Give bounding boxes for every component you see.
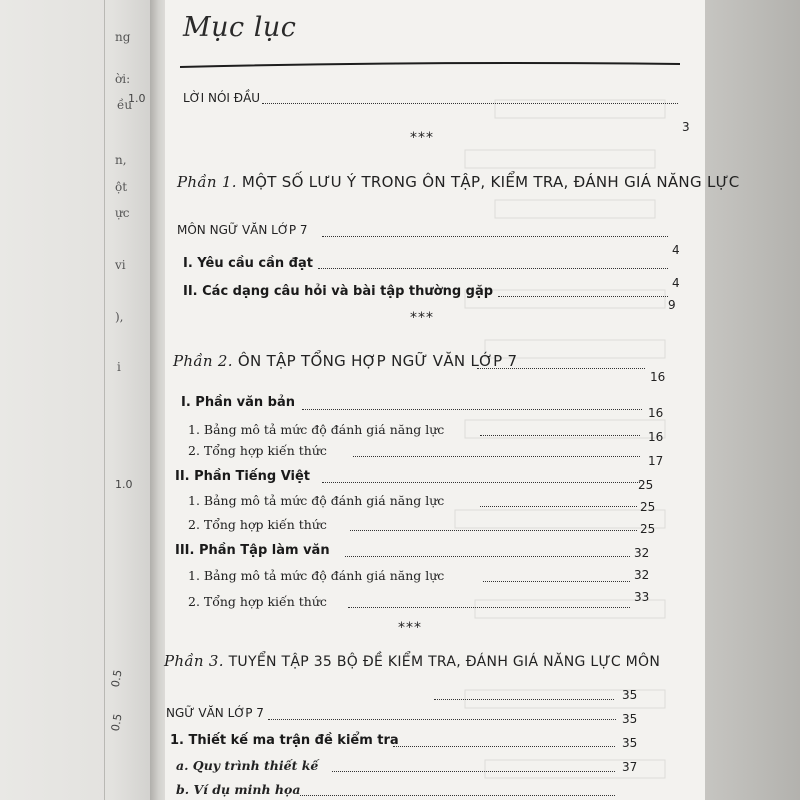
leader-dots xyxy=(300,795,615,796)
left-page-score: 1.0 xyxy=(128,92,146,105)
leader-dots xyxy=(480,506,637,507)
toc-entry-label: a. Quy trình thiết kế xyxy=(176,758,319,773)
part-label: Phần 2. xyxy=(173,352,233,370)
toc-entry-label: 1. Bảng mô tả mức độ đánh giá năng lực xyxy=(188,568,445,583)
toc-entry-page: 33 xyxy=(634,590,650,604)
toc-entry-page: 17 xyxy=(648,454,664,468)
toc-entry-page: 16 xyxy=(648,430,664,444)
leader-dots xyxy=(302,409,642,410)
left-page-fragment: ực xyxy=(115,206,130,220)
toc-entry-label: I. Yêu cầu cần đạt xyxy=(183,256,313,271)
left-page-fragment: ), xyxy=(115,310,124,324)
toc-entry-page: 16 xyxy=(648,406,664,420)
toc-entry-page: 25 xyxy=(640,522,656,536)
toc-entry-label: 2. Tổng hợp kiến thức xyxy=(188,443,327,458)
toc-entry-page: 25 xyxy=(640,500,656,514)
toc-entry-label: II. Các dạng câu hỏi và bài tập thường gặp xyxy=(183,284,494,299)
left-page-score: 1.0 xyxy=(115,478,133,491)
toc-entry-label: II. Phần Tiếng Việt xyxy=(175,469,311,484)
leader-dots xyxy=(322,482,640,483)
toc-entry-page: 35 xyxy=(622,688,638,702)
toc-entry-label: 2. Tổng hợp kiến thức xyxy=(188,517,327,532)
left-page-fragment: ng xyxy=(115,30,131,44)
toc-entry-label: 2. Tổng hợp kiến thức xyxy=(188,594,327,609)
toc-entry-label: TUYỂN TẬP 35 BỘ ĐỀ KIỂM TRA, ĐÁNH GIÁ NĂNG LỰC MÔN xyxy=(228,654,661,670)
leader-dots xyxy=(322,236,668,237)
leader-dots xyxy=(393,746,615,747)
page-title: Mục lục xyxy=(183,12,297,43)
left-page-column-line xyxy=(104,0,105,800)
leader-dots xyxy=(350,530,637,531)
leader-dots xyxy=(480,435,640,436)
left-page-fragment: vi xyxy=(115,258,126,272)
toc-entry-label: 1. Bảng mô tả mức độ đánh giá năng lực xyxy=(188,493,445,508)
toc-entry-label: b. Ví dụ minh họa xyxy=(176,782,301,797)
toc-entry-page: 32 xyxy=(634,546,650,560)
toc-entry-page: 25 xyxy=(638,478,654,492)
leader-dots xyxy=(332,771,615,772)
section-separator: *** xyxy=(410,310,434,326)
title-underline xyxy=(180,61,680,69)
left-page-fragment: ột xyxy=(115,180,128,194)
toc-entry-label-line2: NGỮ VĂN LỚP 7 xyxy=(166,706,264,720)
toc-entry-label-line2: MÔN NGỮ VĂN LỚP 7 xyxy=(177,223,308,237)
toc-entry-page: 3 xyxy=(682,120,690,134)
toc-entry-page: 9 xyxy=(668,298,676,312)
toc-entry-page: 37 xyxy=(622,760,638,774)
toc-entry-page: 16 xyxy=(650,370,666,384)
leader-dots xyxy=(353,456,640,457)
toc-entry-label: LỜI NÓI ĐẦU xyxy=(183,91,261,105)
part-label: Phần 3. xyxy=(164,652,224,670)
toc-entry-label: III. Phần Tập làm văn xyxy=(175,543,330,558)
toc-entry-page: 4 xyxy=(672,276,680,290)
leader-dots xyxy=(318,268,668,269)
left-page-fragment: ời: xyxy=(115,72,131,86)
section-separator: *** xyxy=(410,130,434,146)
left-page-score: 0.5 xyxy=(108,712,125,733)
leader-dots xyxy=(348,607,630,608)
toc-entry-label: ÔN TẬP TỔNG HỢP NGỮ VĂN LỚP 7 xyxy=(237,352,518,370)
toc-entry-label: 1. Bảng mô tả mức độ đánh giá năng lực xyxy=(188,422,445,437)
leader-dots xyxy=(434,699,614,700)
toc-entry-page: 4 xyxy=(672,243,680,257)
left-page-fragment: n, xyxy=(115,153,127,167)
left-page-fragment: i xyxy=(117,360,121,374)
left-page-fragment: ều xyxy=(117,98,133,112)
toc-entry-page: 35 xyxy=(622,712,638,726)
toc-entry-label: MỘT SỐ LƯU Ý TRONG ÔN TẬP, KIỂM TRA, ĐÁNH GIÁ NĂNG LỰC xyxy=(241,173,740,191)
part-label: Phần 1. xyxy=(177,173,237,191)
leader-dots xyxy=(483,581,630,582)
leader-dots xyxy=(498,296,668,297)
toc-entry-label: 1. Thiết kế ma trận đề kiểm tra xyxy=(170,733,399,748)
section-separator: *** xyxy=(398,620,422,636)
leader-dots xyxy=(345,556,630,557)
leader-dots xyxy=(262,103,678,104)
leader-dots xyxy=(477,368,645,369)
toc-entry-label: I. Phần văn bản xyxy=(181,395,295,410)
leader-dots xyxy=(268,719,616,720)
left-page xyxy=(0,0,160,800)
toc-entry-page: 32 xyxy=(634,568,650,582)
right-background xyxy=(700,0,800,800)
left-page-score: 0.5 xyxy=(108,668,125,689)
toc-entry-page: 35 xyxy=(622,736,638,750)
